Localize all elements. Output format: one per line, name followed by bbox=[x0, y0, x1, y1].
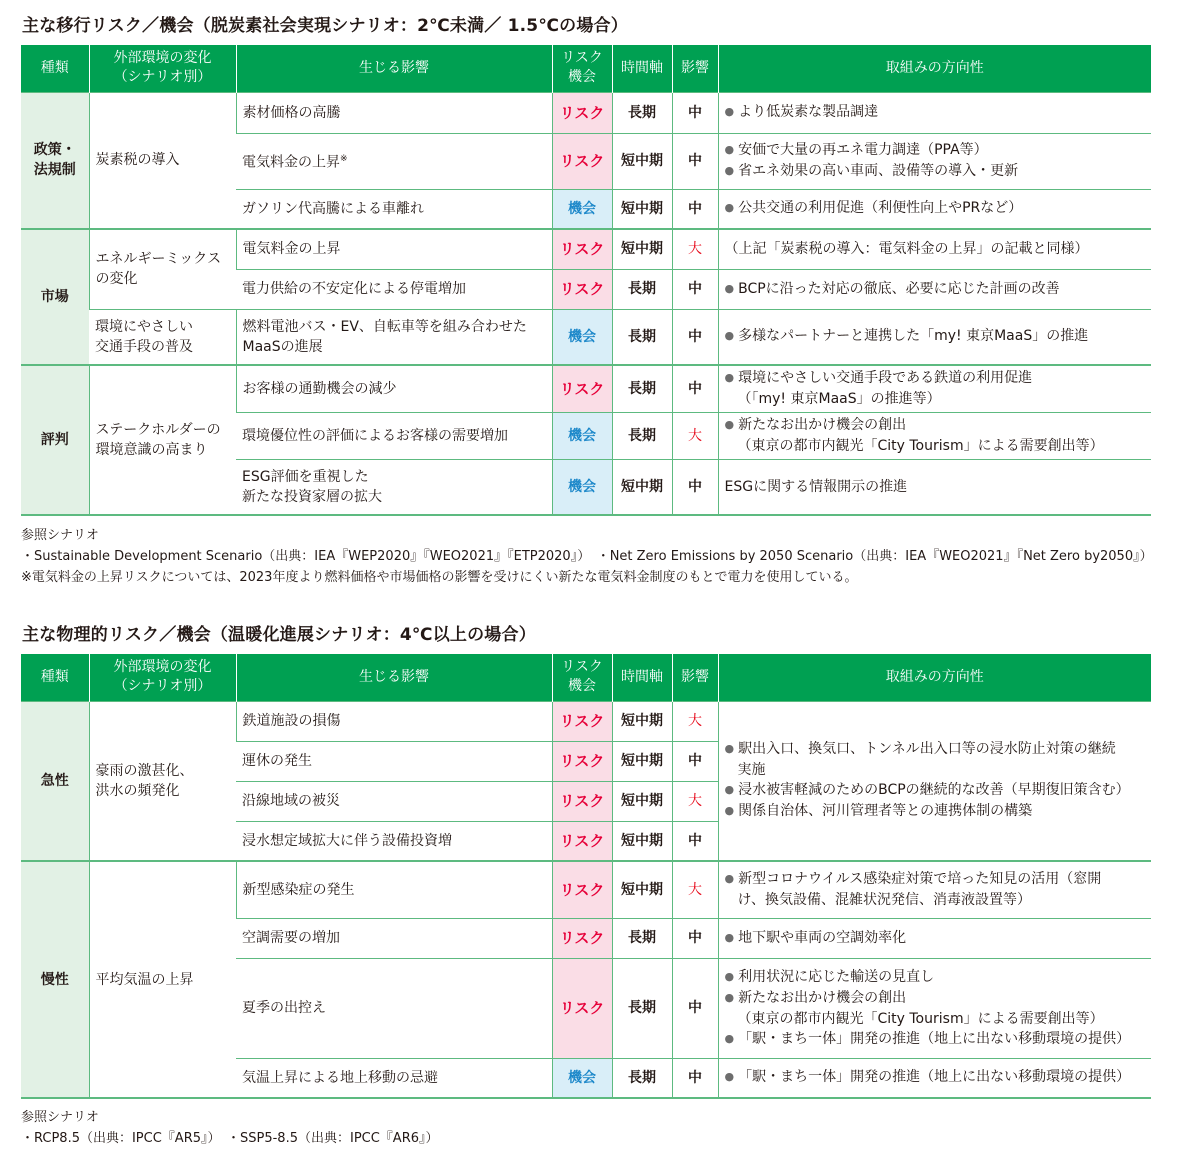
category-cell bbox=[21, 861, 89, 1098]
magnitude-value: 中 bbox=[688, 380, 702, 397]
reference-line: ・RCP8.5（出典：IPCC『AR5』） ・SSP5-8.5（出典：IPCC『AR6』） bbox=[21, 1131, 439, 1146]
direction-cell bbox=[718, 92, 1151, 133]
impact-cell bbox=[236, 365, 552, 412]
bullet-item: ● 環境にやさしい交通手段である鉄道の利用促進 bbox=[725, 368, 1146, 389]
external-change-text: エネルギーミックス bbox=[95, 251, 222, 268]
risk-opportunity-header-text: 機会 bbox=[568, 678, 596, 695]
opportunity-badge: 機会 bbox=[552, 1058, 612, 1098]
time-horizon-cell: 長期 bbox=[612, 958, 672, 1058]
time-horizon-cell: 短中期 bbox=[612, 229, 672, 269]
magnitude-value: 中 bbox=[688, 478, 702, 495]
magnitude-value: 中 bbox=[688, 104, 702, 121]
magnitude-cell bbox=[672, 741, 718, 781]
bullet-item: ● 多様なパートナーと連携した「my! 東京MaaS」の推進 bbox=[725, 326, 1146, 347]
opportunity-badge: 機会 bbox=[552, 459, 612, 515]
magnitude-value: 大 bbox=[688, 713, 702, 729]
impact-cell bbox=[236, 918, 552, 958]
impact-cell bbox=[236, 189, 552, 229]
magnitude-cell bbox=[672, 189, 718, 229]
reference-heading: 参照シナリオ bbox=[21, 1110, 99, 1125]
magnitude-value: 中 bbox=[688, 1069, 702, 1086]
opportunity-badge: 機会 bbox=[552, 412, 612, 459]
bullet-item: ● 地下駅や車両の空調効率化 bbox=[725, 928, 1146, 949]
magnitude-value: 中 bbox=[688, 753, 702, 769]
impact-text: 気温上昇による地上移動の忌避 bbox=[242, 1069, 438, 1086]
risk-opportunity-header-text: リスク bbox=[561, 50, 603, 67]
continuation-text: 実施 bbox=[737, 762, 766, 779]
time-horizon-header bbox=[612, 654, 672, 701]
time-horizon-cell: 長期 bbox=[612, 309, 672, 365]
continuation-text: （東京の都市内観光「City Tourism」による需要創出等） bbox=[737, 1010, 1104, 1027]
table-row bbox=[21, 229, 1151, 269]
magnitude-value: 大 bbox=[688, 241, 702, 258]
magnitude-header-text: 影響 bbox=[681, 668, 709, 685]
impact-text: 沿線地域の被災 bbox=[242, 793, 340, 809]
external-change-text: 環境意識の高まり bbox=[95, 442, 208, 458]
direction-cell bbox=[718, 189, 1151, 229]
external-change-cell bbox=[89, 861, 236, 1098]
impact-header-text: 生じる影響 bbox=[359, 59, 429, 76]
time-horizon-cell: 短中期 bbox=[612, 861, 672, 918]
transition-risk-title: 主な移行リスク／機会（脱炭素社会実現シナリオ：2℃未満／ 1.5℃の場合） bbox=[22, 16, 628, 36]
impact-text: 運休の発生 bbox=[242, 753, 312, 769]
category-label: 慢性 bbox=[40, 971, 69, 988]
impact-header bbox=[236, 45, 552, 92]
magnitude-value: 中 bbox=[688, 328, 702, 345]
impact-text: ガソリン代高騰による車離れ bbox=[242, 200, 424, 217]
impact-text: 空調需要の増加 bbox=[242, 930, 340, 946]
magnitude-cell bbox=[672, 821, 718, 861]
time-horizon-cell: 短中期 bbox=[612, 189, 672, 229]
external-change-text: 洪水の頻発化 bbox=[95, 782, 180, 799]
risk-opportunity-header-text: 機会 bbox=[568, 69, 596, 86]
external-change-header bbox=[89, 654, 236, 701]
opportunity-badge: 機会 bbox=[552, 189, 612, 229]
impact-cell bbox=[236, 781, 552, 821]
table-row bbox=[21, 861, 1151, 918]
magnitude-cell bbox=[672, 412, 718, 459]
magnitude-cell bbox=[672, 309, 718, 365]
magnitude-cell bbox=[672, 701, 718, 741]
external-change-header-text: （シナリオ別） bbox=[113, 69, 212, 86]
bullet-item: ● 新たなお出かけ機会の創出 bbox=[725, 415, 1146, 436]
category-header-text: 種類 bbox=[40, 668, 69, 685]
impact-cell bbox=[236, 821, 552, 861]
reference-heading: 参照シナリオ bbox=[21, 528, 99, 543]
time-horizon-cell: 短中期 bbox=[612, 821, 672, 861]
external-change-text: ステークホルダーの bbox=[95, 422, 221, 438]
category-label: 政策・ bbox=[33, 142, 76, 159]
magnitude-value: 大 bbox=[688, 881, 702, 898]
table-row bbox=[21, 92, 1151, 133]
bullet-item: ● 安価で大量の再エネ電力調達（PPA等） bbox=[725, 140, 1146, 161]
category-label: 市場 bbox=[40, 289, 69, 305]
magnitude-header bbox=[672, 654, 718, 701]
time-horizon-cell: 短中期 bbox=[612, 701, 672, 741]
reference-line: ・Sustainable Development Scenario（出典：IEA『WEP2020』『WEO2021』『ETP2020』） ・Net Zero Emissions by 2050 Scenario（出典：IEA『WEO2021』『Net Zero by2050』） bbox=[21, 549, 1153, 564]
time-horizon-cell: 短中期 bbox=[612, 459, 672, 515]
magnitude-value: 中 bbox=[688, 153, 702, 169]
bullet-item: ● 「駅・まち一体」開発の推進（地上に出ない移動環境の提供） bbox=[725, 1067, 1146, 1088]
magnitude-value: 中 bbox=[688, 930, 702, 946]
physical-risk-table bbox=[21, 654, 1151, 1099]
risk-badge: リスク bbox=[552, 92, 612, 133]
external-change-text: 環境にやさしい bbox=[95, 318, 193, 335]
reference-line: ※電気料金の上昇リスクについては、2023年度より燃料価格や市場価格の影響を受けにくい新たな電気料金制度のもとで電力を使用している。 bbox=[21, 570, 858, 585]
direction-cell bbox=[718, 701, 1151, 861]
magnitude-cell bbox=[672, 269, 718, 309]
external-change-header-text: （シナリオ別） bbox=[113, 678, 212, 695]
time-horizon-cell: 長期 bbox=[612, 412, 672, 459]
direction-header bbox=[718, 45, 1151, 92]
external-change-text: 平均気温の上昇 bbox=[95, 971, 194, 988]
impact-cell bbox=[236, 1058, 552, 1098]
magnitude-cell bbox=[672, 459, 718, 515]
time-horizon-cell: 短中期 bbox=[612, 741, 672, 781]
continuation-text: （「my! 東京MaaS」の推進等） bbox=[737, 391, 941, 408]
risk-badge: リスク bbox=[552, 821, 612, 861]
impact-cell bbox=[236, 269, 552, 309]
impact-text: 鉄道施設の損傷 bbox=[242, 713, 341, 729]
category-cell bbox=[21, 701, 89, 861]
bullet-item: ● BCPに沿った対応の徹底、必要に応じた計画の改善 bbox=[725, 279, 1146, 300]
direction-cell bbox=[718, 459, 1151, 515]
time-horizon-header-text: 時間軸 bbox=[621, 59, 663, 76]
impact-cell bbox=[236, 459, 552, 515]
continuation-text: け、換気設備、混雑状況発信、消毒液設置等） bbox=[737, 892, 1031, 909]
time-horizon-header bbox=[612, 45, 672, 92]
magnitude-cell bbox=[672, 861, 718, 918]
external-change-text: 豪雨の激甚化、 bbox=[95, 762, 194, 779]
header-row bbox=[21, 45, 1151, 92]
direction-header-text: 取組みの方向性 bbox=[885, 668, 984, 685]
impact-cell bbox=[236, 412, 552, 459]
transition-risk-table bbox=[21, 45, 1151, 516]
category-label: 急性 bbox=[40, 772, 69, 789]
magnitude-cell bbox=[672, 92, 718, 133]
bullet-item: ● 駅出入口、換気口、トンネル出入口等の浸水防止対策の継続 bbox=[725, 739, 1146, 760]
risk-badge: リスク bbox=[552, 269, 612, 309]
external-change-text: 炭素税の導入 bbox=[95, 152, 180, 169]
category-header bbox=[21, 45, 89, 92]
impact-text: 電力供給の不安定化による停電増加 bbox=[242, 281, 466, 297]
risk-opportunity-header bbox=[552, 45, 612, 92]
external-change-text: の変化 bbox=[95, 271, 138, 288]
impact-cell bbox=[236, 701, 552, 741]
physical-reference-notes bbox=[21, 1107, 439, 1149]
bullet-item: ● 新型コロナウイルス感染症対策で培った知見の活用（窓開 bbox=[725, 869, 1146, 890]
impact-text: 環境優位性の評価によるお客様の需要増加 bbox=[242, 427, 508, 444]
time-horizon-cell: 長期 bbox=[612, 918, 672, 958]
magnitude-value: 中 bbox=[688, 281, 702, 297]
category-label: 法規制 bbox=[33, 162, 76, 179]
risk-opportunity-header-text: リスク bbox=[561, 659, 603, 676]
table-row bbox=[21, 309, 1151, 365]
impact-cell bbox=[236, 309, 552, 365]
risk-badge: リスク bbox=[552, 229, 612, 269]
risk-badge: リスク bbox=[552, 958, 612, 1058]
risk-badge: リスク bbox=[552, 861, 612, 918]
category-label: 評判 bbox=[40, 432, 69, 448]
continuation-text: ESGに関する情報開示の推進 bbox=[724, 478, 908, 495]
risk-badge: リスク bbox=[552, 781, 612, 821]
magnitude-value: 大 bbox=[688, 427, 702, 444]
direction-cell bbox=[718, 918, 1151, 958]
time-horizon-cell: 短中期 bbox=[612, 781, 672, 821]
external-change-cell bbox=[89, 92, 236, 229]
impact-text: 電気料金の上昇※ bbox=[242, 154, 348, 171]
external-change-cell bbox=[89, 229, 236, 309]
bullet-item: ● 新たなお出かけ機会の創出 bbox=[725, 988, 1146, 1009]
opportunity-badge: 機会 bbox=[552, 309, 612, 365]
physical-risk-title: 主な物理的リスク／機会（温暖化進展シナリオ：4℃以上の場合） bbox=[22, 625, 536, 645]
impact-cell bbox=[236, 229, 552, 269]
impact-text: お客様の通勤機会の減少 bbox=[242, 380, 397, 397]
impact-text: 電気料金の上昇 bbox=[242, 241, 341, 258]
impact-text: 燃料電池バス・EV、自転車等を組み合わせた bbox=[242, 318, 527, 335]
category-cell bbox=[21, 229, 89, 365]
direction-cell bbox=[718, 133, 1151, 189]
transition-reference-notes bbox=[21, 525, 1153, 588]
bullet-item: ● 省エネ効果の高い車両、設備等の導入・更新 bbox=[725, 161, 1146, 182]
magnitude-cell bbox=[672, 229, 718, 269]
bullet-item: ● より低炭素な製品調達 bbox=[725, 102, 1146, 123]
category-cell bbox=[21, 92, 89, 229]
impact-text: 新型感染症の発生 bbox=[242, 881, 355, 898]
magnitude-cell bbox=[672, 958, 718, 1058]
magnitude-value: 中 bbox=[688, 1000, 702, 1016]
direction-cell bbox=[718, 229, 1151, 269]
external-change-header-text: 外部環境の変化 bbox=[113, 50, 212, 67]
direction-header bbox=[718, 654, 1151, 701]
risk-badge: リスク bbox=[552, 741, 612, 781]
time-horizon-cell: 短中期 bbox=[612, 133, 672, 189]
bullet-item: ● 公共交通の利用促進（利便性向上やPRなど） bbox=[725, 198, 1146, 219]
magnitude-header-text: 影響 bbox=[681, 59, 709, 76]
bullet-item: ● 関係自治体、河川管理者等との連携体制の構築 bbox=[725, 801, 1146, 822]
risk-badge: リスク bbox=[552, 133, 612, 189]
magnitude-cell bbox=[672, 365, 718, 412]
risk-opportunity-header bbox=[552, 654, 612, 701]
direction-cell bbox=[718, 365, 1151, 412]
magnitude-header bbox=[672, 45, 718, 92]
magnitude-value: 中 bbox=[688, 200, 702, 217]
continuation-text: （東京の都市内観光「City Tourism」による需要創出等） bbox=[737, 438, 1104, 454]
impact-text: 夏季の出控え bbox=[242, 1000, 326, 1016]
direction-cell bbox=[718, 861, 1151, 918]
magnitude-cell bbox=[672, 1058, 718, 1098]
external-change-cell bbox=[89, 365, 236, 515]
impact-text: 新たな投資家層の拡大 bbox=[242, 488, 382, 505]
footnote-mark: ※ bbox=[340, 154, 348, 165]
time-horizon-cell: 長期 bbox=[612, 365, 672, 412]
time-horizon-cell: 長期 bbox=[612, 1058, 672, 1098]
external-change-header-text: 外部環境の変化 bbox=[113, 659, 212, 676]
category-header-text: 種類 bbox=[40, 59, 69, 76]
direction-cell bbox=[718, 412, 1151, 459]
risk-badge: リスク bbox=[552, 918, 612, 958]
category-cell bbox=[21, 365, 89, 515]
table-row bbox=[21, 701, 1151, 741]
impact-header bbox=[236, 654, 552, 701]
risk-badge: リスク bbox=[552, 701, 612, 741]
category-header bbox=[21, 654, 89, 701]
magnitude-value: 中 bbox=[688, 832, 702, 849]
impact-cell bbox=[236, 741, 552, 781]
direction-cell bbox=[718, 958, 1151, 1058]
bullet-item: ● 「駅・まち一体」開発の推進（地上に出ない移動環境の提供） bbox=[725, 1029, 1146, 1050]
bullet-item: ● 利用状況に応じた輸送の見直し bbox=[725, 967, 1146, 988]
time-horizon-cell: 長期 bbox=[612, 269, 672, 309]
direction-cell bbox=[718, 1058, 1151, 1098]
table-row bbox=[21, 365, 1151, 412]
time-horizon-header-text: 時間軸 bbox=[621, 668, 663, 685]
continuation-text: （上記「炭素税の導入：電気料金の上昇」の記載と同様） bbox=[724, 241, 1089, 258]
impact-text: MaaSの進展 bbox=[242, 338, 323, 355]
impact-cell bbox=[236, 958, 552, 1058]
direction-cell bbox=[718, 309, 1151, 365]
external-change-header bbox=[89, 45, 236, 92]
impact-text: ESG評価を重視した bbox=[242, 468, 369, 485]
direction-header-text: 取組みの方向性 bbox=[885, 59, 984, 76]
impact-cell bbox=[236, 861, 552, 918]
impact-cell bbox=[236, 92, 552, 133]
impact-text: 素材価格の高騰 bbox=[242, 104, 341, 121]
external-change-text: 交通手段の普及 bbox=[95, 338, 193, 355]
time-horizon-cell: 長期 bbox=[612, 92, 672, 133]
magnitude-cell bbox=[672, 133, 718, 189]
risk-badge: リスク bbox=[552, 365, 612, 412]
impact-header-text: 生じる影響 bbox=[359, 668, 429, 685]
bullet-item: ● 浸水被害軽減のためのBCPの継続的な改善（早期復旧策含む） bbox=[725, 780, 1146, 801]
magnitude-value: 大 bbox=[688, 793, 702, 809]
external-change-cell bbox=[89, 309, 236, 365]
direction-cell bbox=[718, 269, 1151, 309]
magnitude-cell bbox=[672, 781, 718, 821]
header-row bbox=[21, 654, 1151, 701]
impact-cell bbox=[236, 133, 552, 189]
magnitude-cell bbox=[672, 918, 718, 958]
external-change-cell bbox=[89, 701, 236, 861]
impact-text: 浸水想定域拡大に伴う設備投資増 bbox=[242, 832, 452, 849]
